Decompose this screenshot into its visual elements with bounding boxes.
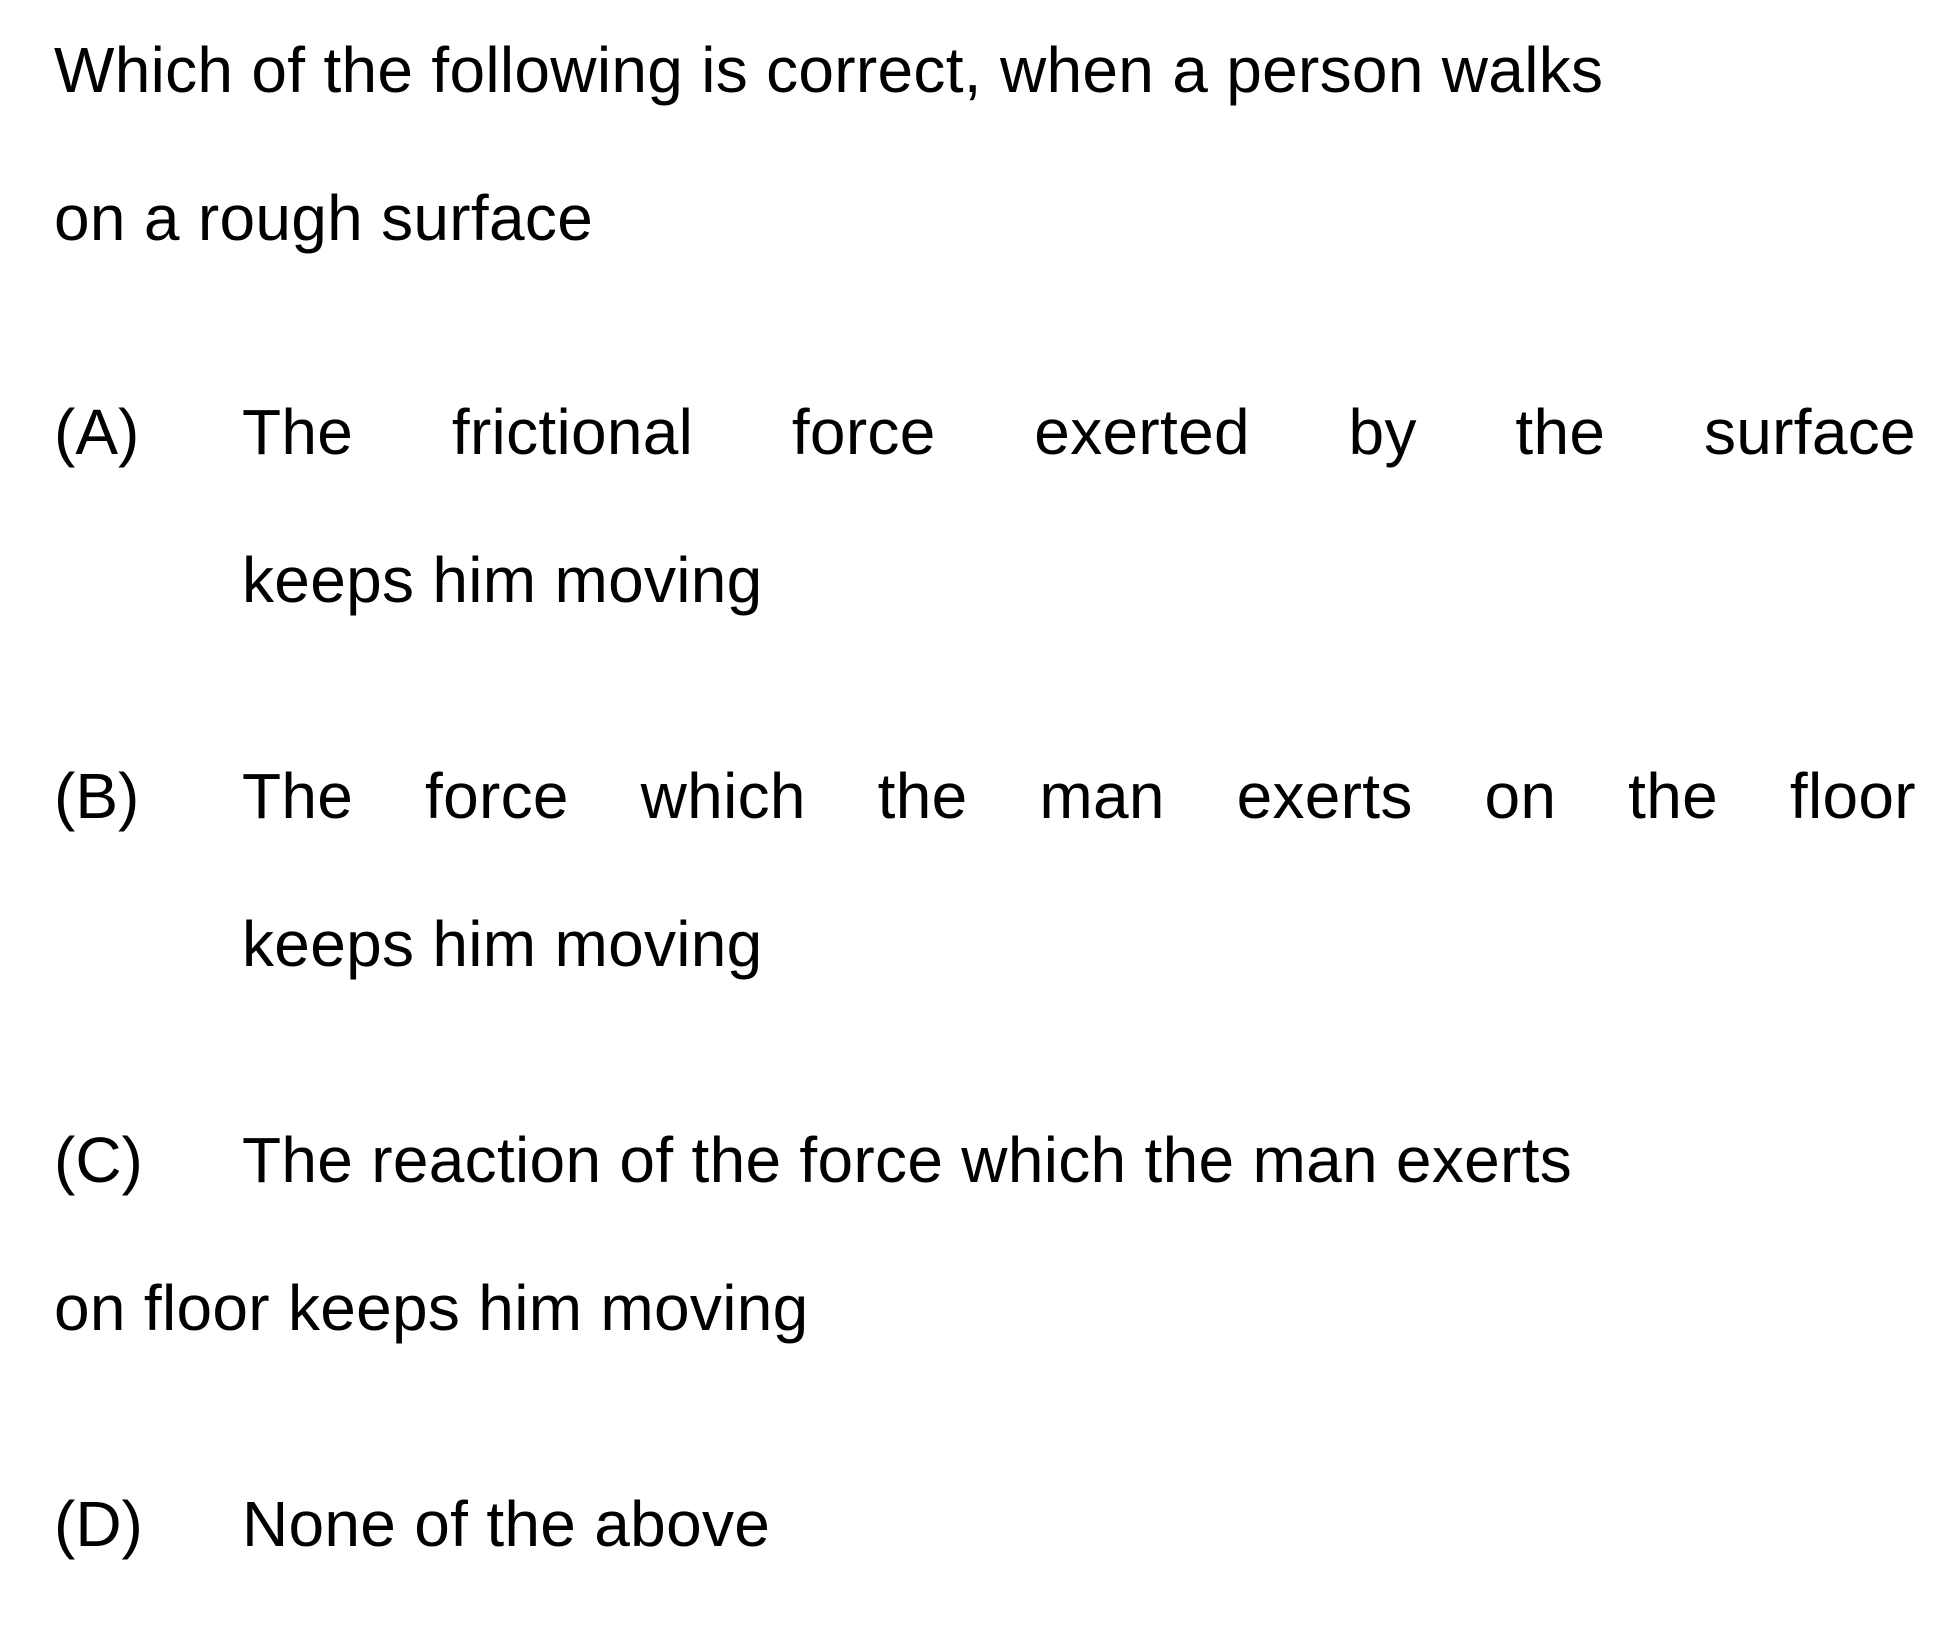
option-b-word: exerts bbox=[1236, 760, 1413, 832]
option-a-word: frictional bbox=[451, 396, 694, 468]
option-c-label: (C) bbox=[54, 1124, 143, 1196]
option-a-word: the bbox=[1515, 396, 1606, 468]
option-b-word: the bbox=[1628, 760, 1719, 832]
option-c-line-2: on floor keeps him moving bbox=[54, 1272, 809, 1344]
option-b-word: The bbox=[242, 760, 354, 832]
question-line-2: on a rough surface bbox=[54, 182, 594, 254]
option-a-word: force bbox=[791, 396, 936, 468]
option-a-label: (A) bbox=[54, 396, 140, 468]
option-b-word: floor bbox=[1789, 760, 1916, 832]
option-a-word: exerted bbox=[1034, 396, 1250, 468]
question-line-1: Which of the following is correct, when a person walks bbox=[54, 34, 1604, 106]
option-b-line-1 bbox=[242, 760, 1916, 832]
option-a-word: by bbox=[1348, 396, 1417, 468]
option-b-label: (B) bbox=[54, 760, 140, 832]
option-b-word: which bbox=[640, 760, 806, 832]
option-b-word: force bbox=[425, 760, 569, 832]
option-b-word: man bbox=[1039, 760, 1165, 832]
option-d-line-1: None of the above bbox=[242, 1488, 771, 1560]
option-b-word: the bbox=[877, 760, 968, 832]
option-c-line-1: The reaction of the force which the man exerts bbox=[242, 1124, 1573, 1196]
option-b-line-2: keeps him moving bbox=[242, 908, 763, 980]
option-a-line-1 bbox=[242, 396, 1916, 468]
option-b-word: on bbox=[1484, 760, 1557, 832]
option-a-word: surface bbox=[1703, 396, 1916, 468]
option-d-label: (D) bbox=[54, 1488, 143, 1560]
option-a-line-2: keeps him moving bbox=[242, 544, 763, 616]
option-a-word: The bbox=[242, 396, 354, 468]
